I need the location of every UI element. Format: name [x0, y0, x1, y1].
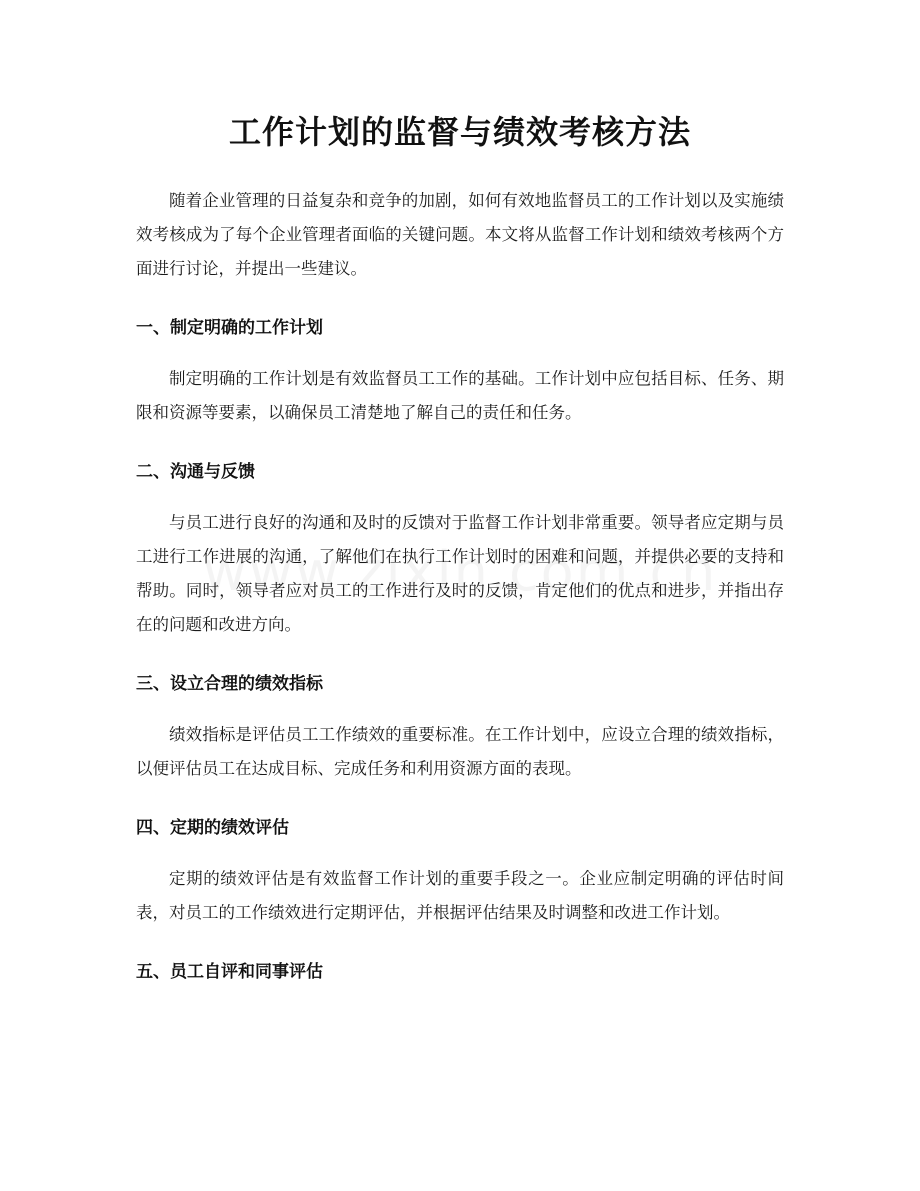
intro-paragraph: 随着企业管理的日益复杂和竞争的加剧，如何有效地监督员工的工作计划以及实施绩效考核成为了每个企业管理者面临的关键问题。本文将从监督工作计划和绩效考核两个方面进行讨论，并提出一些建议。	[136, 191, 784, 278]
section-heading: 一、制定明确的工作计划	[136, 318, 323, 338]
section-2	[136, 457, 784, 642]
section-1	[136, 313, 784, 430]
section-heading: 五、员工自评和同事评估	[136, 962, 323, 982]
section-body: 定期的绩效评估是有效监督工作计划的重要手段之一。企业应制定明确的评估时间表，对员工的工作绩效进行定期评估，并根据评估结果及时调整和改进工作计划。	[136, 869, 784, 922]
section-body: 制定明确的工作计划是有效监督员工工作的基础。工作计划中应包括目标、任务、期限和资源等要素，以确保员工清楚地了解自己的责任和任务。	[136, 369, 784, 422]
section-body: 与员工进行良好的沟通和及时的反馈对于监督工作计划非常重要。领导者应定期与员工进行工作进展的沟通，了解他们在执行工作计划时的困难和问题，并提供必要的支持和帮助。同时，领导者应对员工的工作进行及时的反馈，肯定他们的优点和进步，并指出存在的问题和改进方向。	[136, 513, 784, 634]
section-5	[136, 957, 784, 987]
section-heading: 四、定期的绩效评估	[136, 818, 289, 838]
section-body: 绩效指标是评估员工工作绩效的重要标准。在工作计划中，应设立合理的绩效指标，以便评估员工在达成目标、完成任务和利用资源方面的表现。	[136, 725, 784, 778]
section-heading: 三、设立合理的绩效指标	[136, 674, 323, 694]
section-3	[136, 669, 784, 786]
section-4	[136, 813, 784, 930]
section-heading: 二、沟通与反馈	[136, 462, 255, 482]
document-title: 工作计划的监督与绩效考核方法	[228, 113, 691, 151]
